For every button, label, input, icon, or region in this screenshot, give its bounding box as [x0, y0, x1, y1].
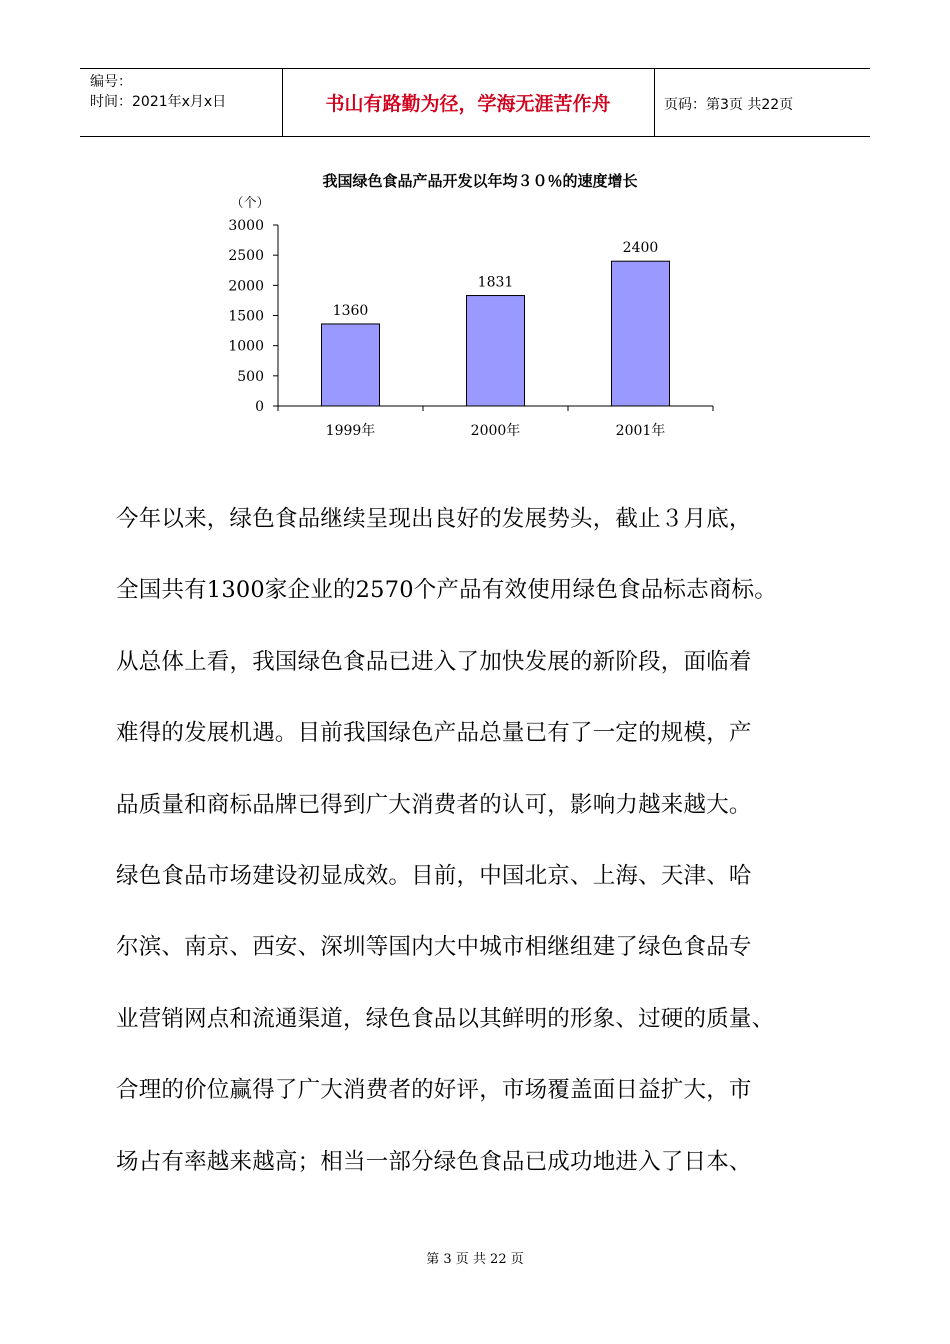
bar-value-label: 2400: [622, 240, 659, 257]
y-tick-label: 500: [237, 368, 264, 385]
bar-2000年: [467, 296, 525, 406]
bar-value-label: 1360: [332, 302, 369, 319]
x-tick-label: 2000年: [470, 423, 521, 439]
body-line: 业营销网点和流通渠道，绿色食品以其鲜明的形象、过硬的质量、: [116, 1005, 775, 1032]
body-line: 场占有率越来越高；相当一部分绿色食品已成功地进入了日本、: [116, 1148, 752, 1175]
bar-1999年: [322, 324, 380, 406]
y-axis-label: （个）: [230, 196, 270, 211]
body-line: 全国共有1300家企业的2570个产品有效使用绿色食品标志商标。: [116, 577, 777, 604]
header-number-label: 编号：: [90, 74, 132, 90]
body-line: 绿色食品市场建设初显成效。目前，中国北京、上海、天津、哈: [116, 863, 752, 889]
x-tick-label: 2001年: [615, 423, 666, 439]
body-line: 今年以来，绿色食品继续呈现出良好的发展势头，截止３月底，: [116, 506, 752, 532]
y-tick-label: 3000: [228, 218, 264, 234]
header-page-info: 页码：第3页 共22页: [664, 97, 794, 113]
body-line: 从总体上看，我国绿色食品已进入了加快发展的新阶段，面临着: [116, 648, 752, 675]
y-tick-label: 2000: [228, 278, 264, 295]
body-line: 难得的发展机遇。目前我国绿色产品总量已有了一定的规模，产: [116, 720, 752, 747]
bar-chart: [0, 0, 950, 460]
body-line: 品质量和商标品牌已得到广大消费者的认可，影响力越来越大。: [116, 791, 752, 818]
y-tick-label: 1000: [228, 338, 264, 355]
chart-title: 我国绿色食品产品开发以年均３０％的速度增长: [322, 172, 638, 190]
x-tick-label: 1999年: [325, 423, 376, 439]
bar-2001年: [612, 261, 670, 406]
y-tick-label: 0: [255, 399, 264, 415]
y-tick-label: 1500: [228, 308, 264, 325]
page-footer: 第 3 页 共 22 页: [426, 1252, 524, 1267]
body-line: 合理的价位赢得了广大消费者的好评，市场覆盖面日益扩大，市: [116, 1077, 752, 1104]
body-line: 尔滨、南京、西安、深圳等国内大中城市相继组建了绿色食品专: [116, 934, 752, 961]
header-motto: 书山有路勤为径，学海无涯苦作舟: [325, 92, 611, 115]
bar-value-label: 1831: [477, 274, 514, 291]
header-time-label: 时间：2021年x月x日: [90, 94, 227, 110]
y-tick-label: 2500: [228, 248, 264, 265]
